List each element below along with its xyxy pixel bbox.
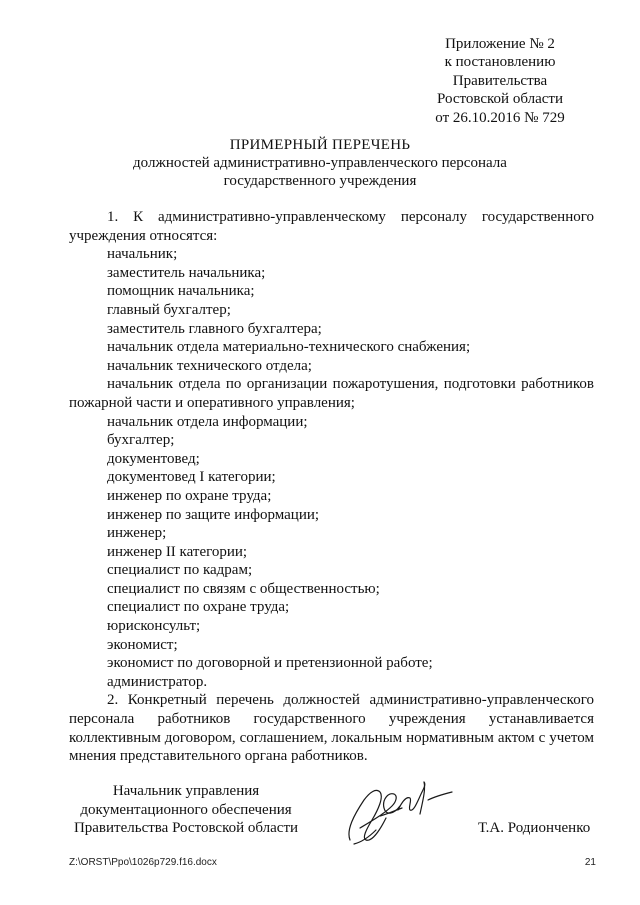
list-item: документовед I категории;: [107, 469, 276, 486]
document-title: [0, 136, 640, 190]
list-item: начальник отдела по организации пожаротушения, подготовки работников пожарной части и оперативного управления;: [69, 376, 594, 411]
title-subtitle: государственного учреждения: [223, 173, 417, 189]
appendix-line: к постановлению: [444, 54, 556, 71]
list-item: бухгалтер;: [107, 432, 175, 449]
paragraph-2: 2. Конкретный перечень должностей административно-управленческого персонала работников государственного учреждения устанавливается коллективным договором, соглашением, локальным нормативным актом с учетом мнения представительного органа работников.: [69, 692, 594, 765]
list-item: инженер по охране труда;: [107, 487, 272, 504]
list-item: юрисконсульт;: [107, 618, 201, 635]
list-item: экономист;: [107, 636, 178, 653]
title-main: ПРИМЕРНЫЙ ПЕРЕЧЕНЬ: [229, 137, 411, 153]
file-path: Z:\ORST\Ppo\1026p729.f16.docx: [69, 857, 217, 868]
paragraph-1-intro: 1. К административно-управленческому персоналу государственного учреждения относятся:: [69, 209, 594, 244]
appendix-header: [400, 35, 600, 127]
list-item: инженер;: [107, 525, 167, 542]
title-subtitle: должностей административно-управленческого персонала: [133, 155, 507, 171]
list-item: заместитель начальника;: [107, 264, 266, 281]
handwritten-signature: [340, 770, 460, 850]
list-item: администратор.: [107, 673, 208, 690]
list-item: специалист по охране труда;: [107, 599, 290, 616]
list-item: документовед;: [107, 450, 200, 467]
signatory-name: Т.А. Родионченко: [478, 820, 591, 836]
list-item: главный бухгалтер;: [107, 301, 231, 318]
signatory-position: [66, 782, 306, 838]
signatory-position-line: Правительства Ростовской области: [73, 820, 299, 836]
list-item: начальник отдела материально-технического снабжения;: [107, 339, 471, 356]
signatory-position-line: Начальник управления: [112, 783, 260, 799]
list-item: инженер по защите информации;: [107, 506, 320, 523]
list-item: помощник начальника;: [107, 283, 255, 300]
appendix-line: Правительства: [452, 72, 548, 89]
document-body: [69, 208, 594, 766]
appendix-line: Приложение № 2: [445, 36, 555, 52]
list-item: начальник технического отдела;: [107, 357, 312, 374]
list-item: начальник;: [107, 246, 178, 263]
list-item: заместитель главного бухгалтера;: [107, 320, 322, 337]
signatory-position-line: документационного обеспечения: [80, 801, 292, 818]
list-item: инженер II категории;: [107, 543, 248, 560]
appendix-line: от 26.10.2016 № 729: [435, 109, 565, 126]
appendix-line: Ростовской области: [437, 91, 563, 108]
list-item: экономист по договорной и претензионной работе;: [107, 655, 433, 672]
list-item: специалист по связям с общественностью;: [107, 580, 380, 597]
list-item: начальник отдела информации;: [107, 413, 308, 430]
page-number: 21: [584, 857, 596, 868]
list-item: специалист по кадрам;: [107, 562, 253, 579]
